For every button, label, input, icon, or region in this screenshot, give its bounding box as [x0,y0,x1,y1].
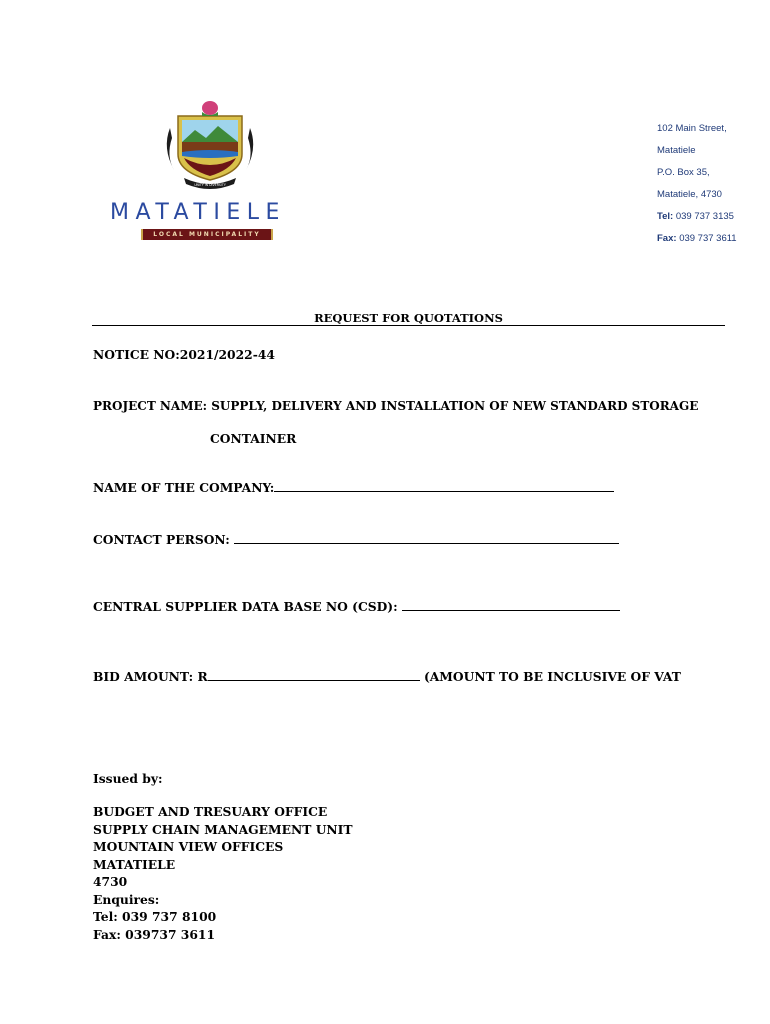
contact-person-field [93,532,619,547]
address-tel [657,211,734,222]
company-name-label: NAME OF THE COMPANY: [93,480,275,495]
bid-amount-field [93,669,681,684]
contact-person-label: CONTACT PERSON: [93,532,230,547]
address-fax-value: 039 737 3611 [679,233,737,244]
project-name-line1: PROJECT NAME: SUPPLY, DELIVERY AND INSTALLATION OF NEW STANDARD STORAGE [93,399,699,413]
address-po-box: P.O. Box 35, [657,167,710,178]
issued-line: MOUNTAIN VIEW OFFICES [93,839,284,854]
address-fax-label: Fax: [657,233,677,244]
document-title: REQUEST FOR QUOTATIONS [314,311,503,325]
address-town: Matatiele [657,145,696,156]
contact-person-blank[interactable] [234,533,619,544]
issued-by-block [93,803,353,943]
issued-line: MATATIELE [93,856,176,872]
project-name-line2: CONTAINER [210,431,297,446]
issued-by-heading: Issued by: [93,771,163,786]
company-name-field [93,480,614,495]
issued-line: Tel: 039 737 8100 [93,909,217,924]
municipality-crest-icon [160,98,260,190]
company-name-blank[interactable] [274,481,614,492]
bid-amount-suffix: (AMOUNT TO BE INCLUSIVE OF VAT [423,669,681,684]
csd-blank[interactable] [402,600,620,611]
title-rule [92,325,725,326]
bid-amount-label: BID AMOUNT: R [93,669,208,684]
logo-ribbon: LOCAL MUNICIPALITY [141,229,273,240]
address-tel-label: Tel: [657,211,674,222]
address-fax [657,233,737,244]
issued-line: SUPPLY CHAIN MANAGEMENT UNIT [93,821,353,837]
bid-amount-blank[interactable] [208,670,420,681]
issued-line: Enquires: [93,891,160,907]
address-street: 102 Main Street, [657,123,727,134]
notice-number: NOTICE NO:2021/2022-44 [93,347,275,362]
csd-field [93,599,620,614]
csd-label: CENTRAL SUPPLIER DATA BASE NO (CSD): [93,599,398,614]
issued-line: BUDGET AND TRESUARY OFFICE [93,804,328,819]
issued-line: 4730 [93,874,128,889]
address-tel-value: 039 737 3135 [675,211,734,222]
crest-motto: UNITY IN DIVERSITY [194,183,226,187]
issued-line: Fax: 039737 3611 [93,926,216,942]
logo-wordmark: MATATIELE [110,200,286,225]
address-town-code: Matatiele, 4730 [657,189,722,200]
